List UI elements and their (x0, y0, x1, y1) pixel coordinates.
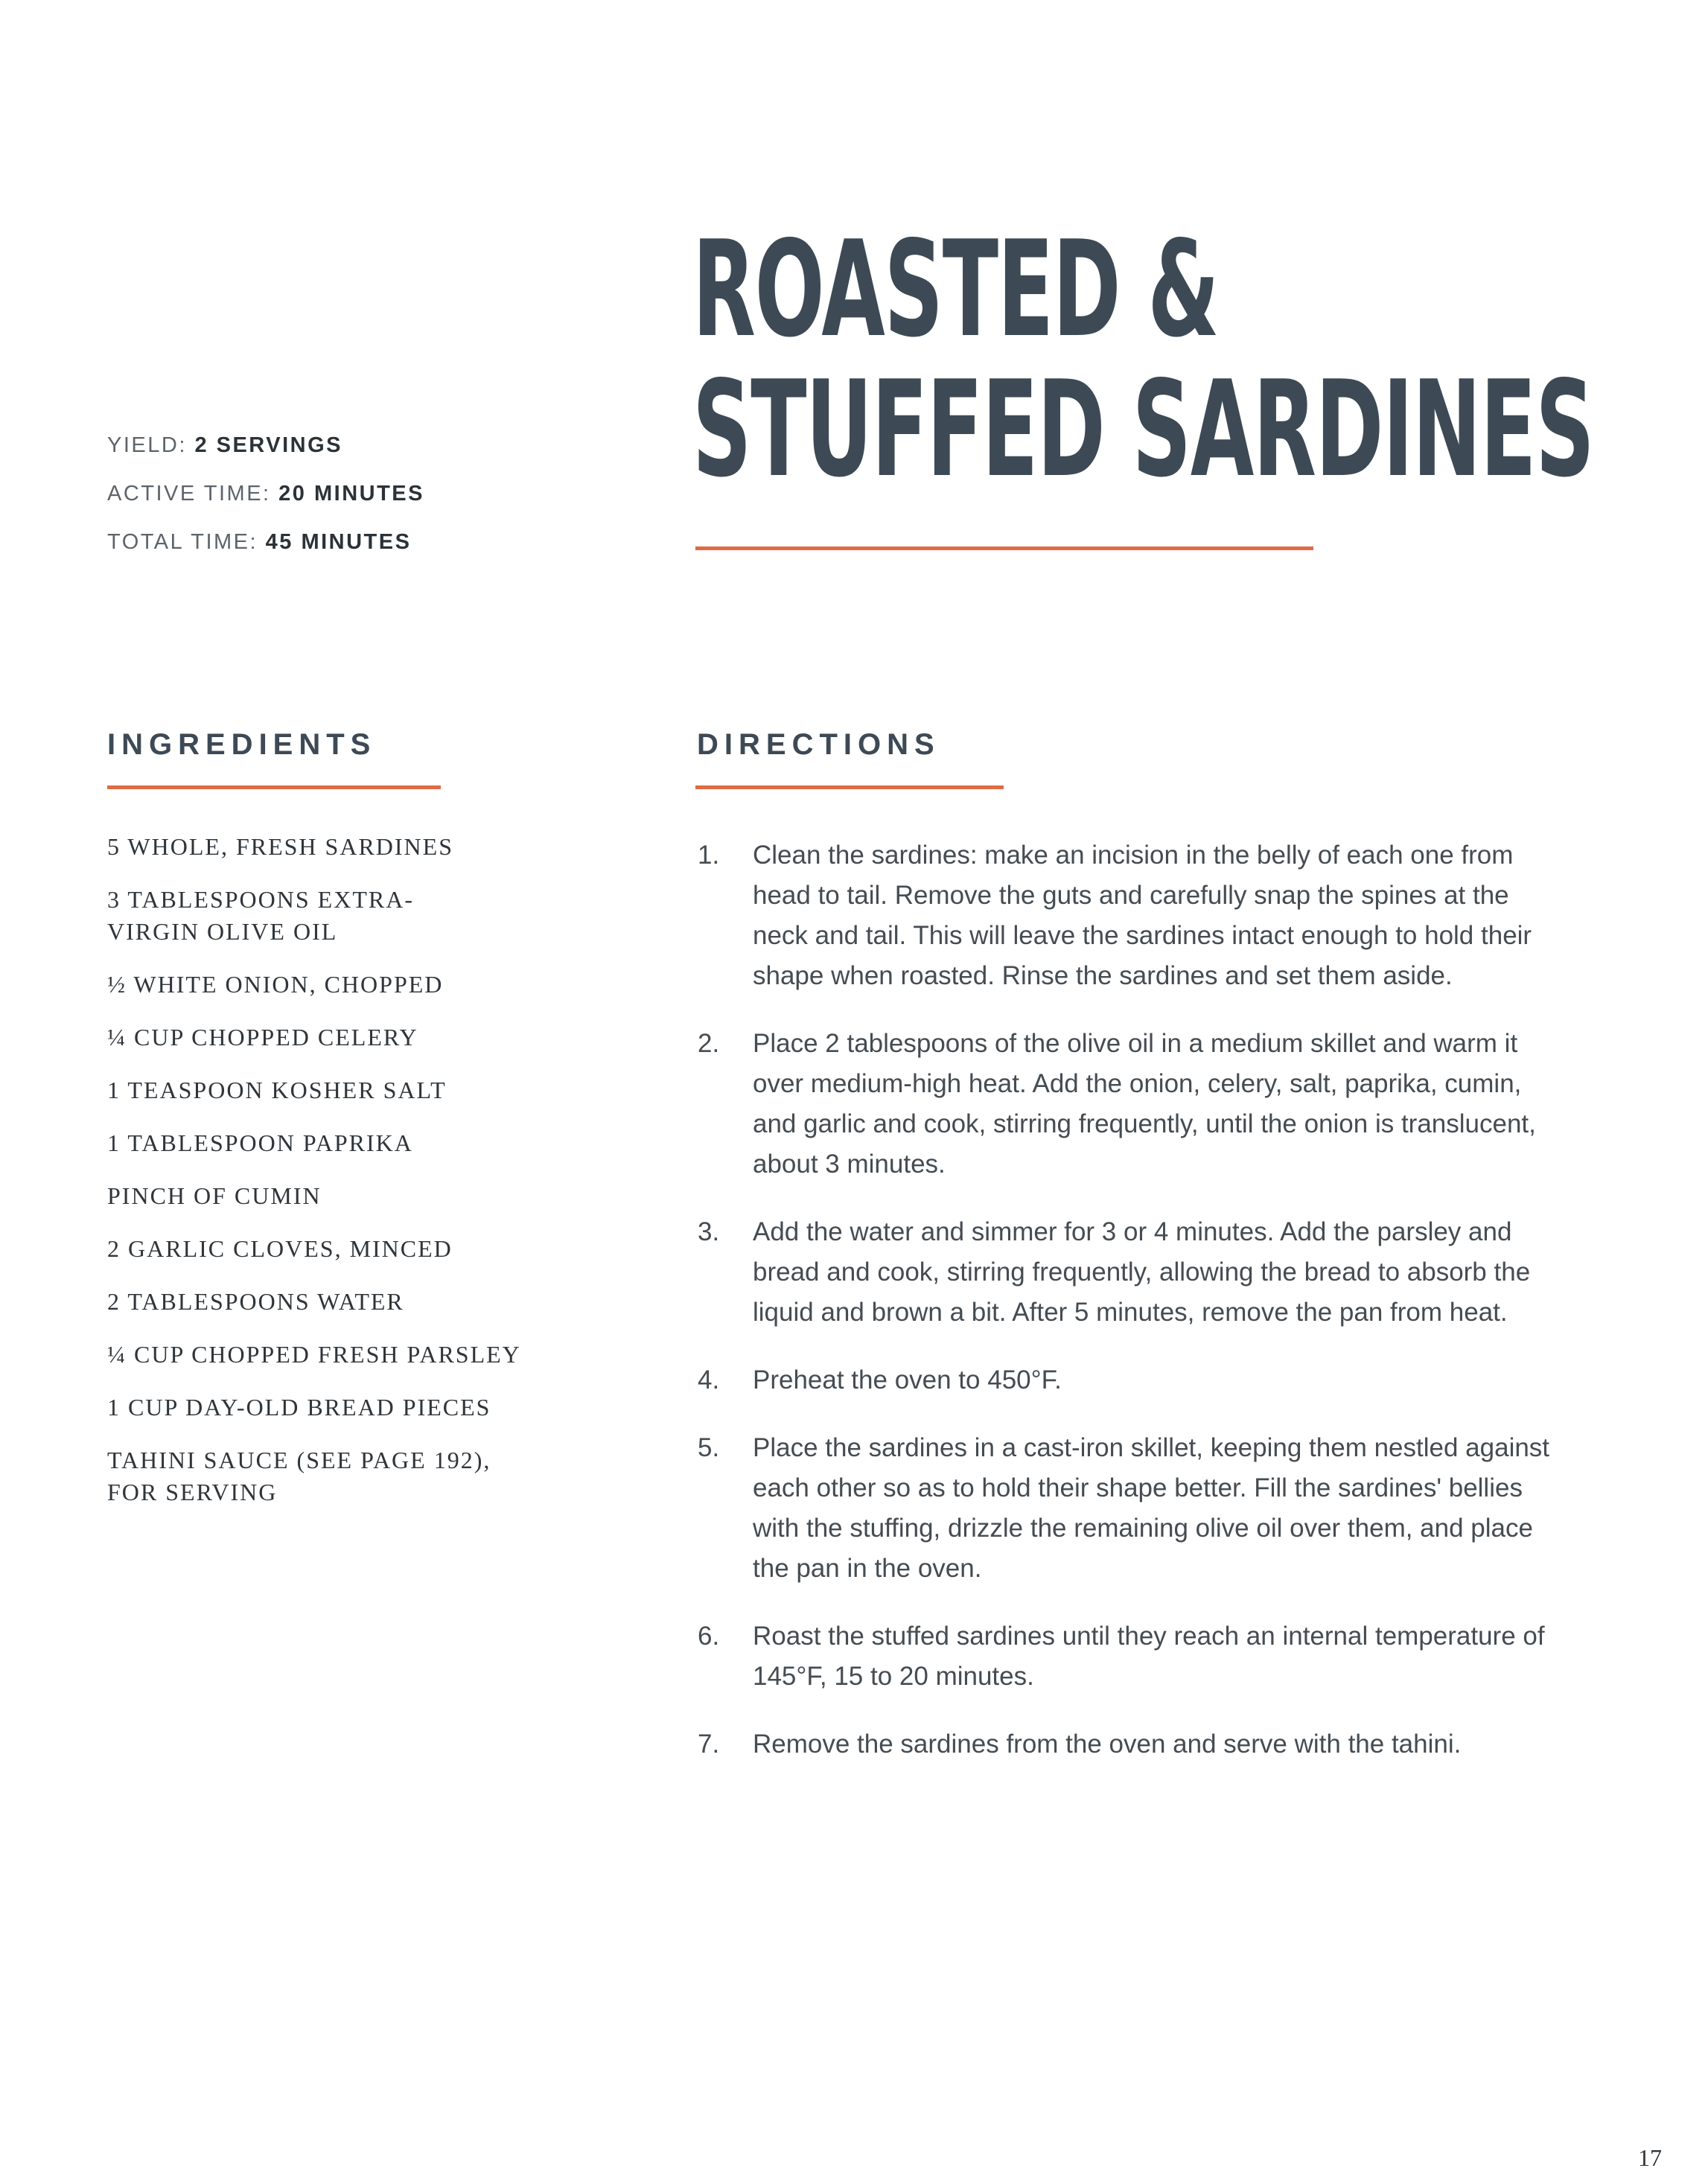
step-number: 6. (698, 1622, 720, 1651)
direction-step (698, 1360, 1569, 1400)
step-text: Clean the sardines: make an incision in the belly of each one from head to tail. Remove the guts and carefully snap the spines at the neck and tail. This will leave the sardines intact enough to hold their shape when roasted. Rinse the sardines and set them aside. (753, 841, 1532, 990)
ingredients-list (107, 831, 584, 1529)
direction-step (698, 1428, 1569, 1589)
recipe-title-line-1: ROASTED & (692, 212, 1219, 366)
active-time-label: ACTIVE TIME: (107, 482, 279, 506)
step-number: 3. (698, 1217, 720, 1246)
yield-value: 2 SERVINGS (194, 433, 342, 457)
directions-rule (695, 785, 1004, 789)
direction-step (698, 1724, 1569, 1765)
ingredient-item: TAHINI SAUCE (SEE PAGE 192), FOR SERVING (107, 1447, 491, 1505)
recipe-title-line-2: STUFFED SARDINES (692, 352, 1594, 506)
recipe-meta (107, 430, 424, 576)
direction-step (698, 835, 1569, 996)
ingredient-item: 5 WHOLE, FRESH SARDINES (107, 833, 453, 860)
recipe-title (692, 212, 1594, 506)
ingredient-item: 2 TABLESPOONS WATER (107, 1288, 404, 1315)
ingredient-item: 1 TABLESPOON PAPRIKA (107, 1129, 413, 1156)
title-rule (695, 546, 1313, 550)
step-number: 1. (698, 841, 720, 870)
yield-label: YIELD: (107, 433, 195, 457)
direction-step (698, 1616, 1569, 1697)
ingredient-item: ½ WHITE ONION, CHOPPED (107, 971, 444, 998)
step-number: 4. (698, 1365, 720, 1395)
ingredient-item: ¼ CUP CHOPPED CELERY (107, 1024, 418, 1051)
ingredient-item: ¼ CUP CHOPPED FRESH PARSLEY (107, 1341, 521, 1368)
active-time-value: 20 MINUTES (278, 482, 424, 506)
ingredients-rule (107, 785, 441, 789)
ingredients-heading: INGREDIENTS (107, 728, 377, 761)
ingredient-item: 1 TEASPOON KOSHER SALT (107, 1077, 447, 1103)
step-number: 7. (698, 1730, 720, 1759)
page-number: 17 (1638, 2144, 1662, 2171)
step-number: 2. (698, 1029, 720, 1058)
directions-heading: DIRECTIONS (697, 728, 940, 761)
ingredient-item: 1 CUP DAY-OLD BREAD PIECES (107, 1394, 491, 1421)
total-time-value: 45 MINUTES (265, 530, 412, 554)
total-time-label: TOTAL TIME: (107, 530, 266, 554)
active-time-row (107, 479, 424, 527)
total-time-row (107, 527, 424, 576)
yield-row (107, 430, 424, 479)
directions-list (698, 835, 1569, 1792)
ingredient-item: 2 GARLIC CLOVES, MINCED (107, 1235, 453, 1262)
direction-step (698, 1212, 1569, 1333)
step-number: 5. (698, 1433, 720, 1462)
step-text: Remove the sardines from the oven and serve with the tahini. (753, 1730, 1462, 1759)
ingredient-item: 3 TABLESPOONS EXTRA-VIRGIN OLIVE OIL (107, 886, 414, 945)
step-text: Preheat the oven to 450°F. (753, 1365, 1062, 1395)
step-text: Add the water and simmer for 3 or 4 minutes. Add the parsley and bread and cook, stirring frequently, allowing the bread to absorb the liquid and brown a bit. After 5 minutes, remove the pan from heat. (753, 1217, 1531, 1327)
step-text: Roast the stuffed sardines until they reach an internal temperature of 145°F, 15 to 20 minutes. (753, 1622, 1545, 1691)
direction-step (698, 1024, 1569, 1185)
ingredient-item: PINCH OF CUMIN (107, 1182, 322, 1209)
step-text: Place the sardines in a cast-iron skillet, keeping them nestled against each other so as to hold their shape better. Fill the sardines' bellies with the stuffing, drizzle the remaining olive oil over them, and place the pan in the oven. (753, 1433, 1550, 1583)
step-text: Place 2 tablespoons of the olive oil in a medium skillet and warm it over medium-high heat. Add the onion, celery, salt, paprika, cumin, and garlic and cook, stirring frequently, until the onion is translucent, about 3 minutes. (753, 1029, 1536, 1179)
